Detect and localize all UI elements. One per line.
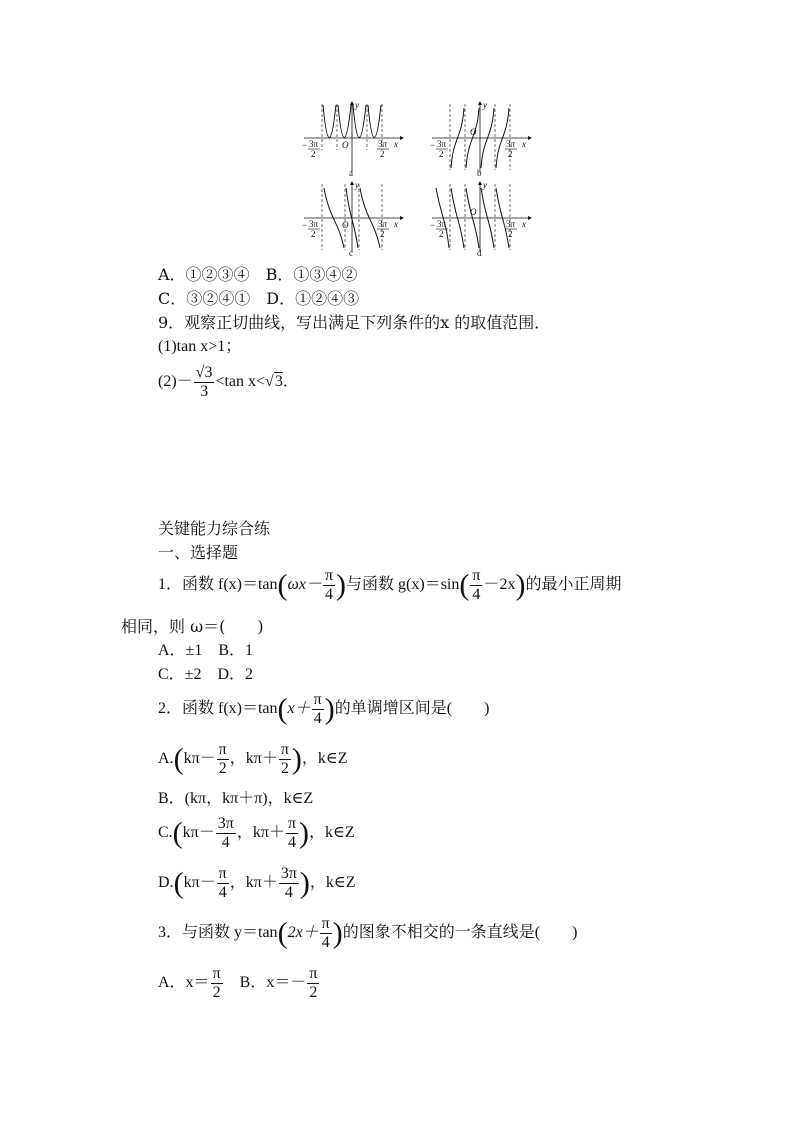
q8-option-c[interactable]: C．③②④①: [158, 289, 251, 308]
tick-left-den: 2: [311, 149, 316, 159]
svg-text:−: −: [430, 140, 436, 150]
q2-option-b[interactable]: B．(kπ，kπ＋π)，k∈Z: [158, 790, 314, 807]
q8-options-row1: [158, 264, 357, 286]
q3-option-b[interactable]: B．x＝－ $\frac{\pi}{2}$: [223, 965, 318, 1001]
tick-right-den: 2: [380, 229, 385, 239]
origin-label: O: [342, 140, 349, 150]
tick-right-num: 3π: [506, 139, 516, 149]
origin-label: O: [342, 220, 349, 230]
section-title: 关键能力综合练: [158, 519, 271, 538]
tick-left-den: 2: [439, 229, 444, 239]
q8-option-b[interactable]: B．①③④②: [265, 265, 358, 284]
graph-label: c: [349, 248, 353, 258]
y-axis-label: y: [355, 180, 359, 190]
tick-right-den: 2: [508, 229, 513, 239]
x-axis-label: x: [522, 139, 526, 149]
origin-label: O: [470, 207, 477, 217]
tick-left-den: 2: [439, 149, 444, 159]
graph-b: [428, 100, 534, 184]
tick-left-den: 2: [311, 229, 316, 239]
section-subtitle: 一、选择题: [158, 543, 239, 562]
tick-left-num: 3π: [309, 139, 319, 149]
svg-text:−: −: [302, 220, 308, 230]
q2-stem: 2．函数 f(x)＝tan(x＋ $\frac{\pi}{4}$ )的单调增区间是( ): [158, 691, 490, 727]
graph-a: [300, 100, 406, 184]
tick-left-num: 3π: [309, 219, 319, 229]
q3-stem: 3．与函数 y＝tan(2x＋ $\frac{\pi}{4}$ )的图象不相交的一条直线是( ): [158, 915, 578, 951]
q9-part2: (2)－ $\frac{√3}{3}$ <tan x<√3．: [158, 364, 299, 400]
graph-d-plot: [428, 180, 534, 264]
graph-label: a: [349, 168, 353, 178]
q2-option-a[interactable]: A.(kπ－ $\frac{\pi}{2}$ ，kπ＋ $\frac{\pi}{2}$ )，k∈Z: [158, 741, 348, 777]
q1-options-cd[interactable]: C．±2 D．2: [158, 666, 254, 683]
q2-option-c[interactable]: C.(kπ－ $\frac{3\pi}{4}$ ，kπ＋ $\frac{\pi}{4}$ )，k∈Z: [158, 815, 355, 851]
q9-stem: 9．观察正切曲线，写出满足下列条件的x 的取值范围．: [158, 313, 551, 332]
graph-c-plot: [300, 180, 406, 264]
q3-option-a[interactable]: A．x＝ $\frac{\pi}{2}$: [158, 965, 221, 1001]
y-axis-label: y: [355, 100, 359, 110]
q1-options-ab[interactable]: A．±1 B．1: [158, 642, 254, 659]
origin-label: O: [470, 127, 477, 137]
tick-left-num: 3π: [437, 139, 447, 149]
svg-text:−: −: [430, 220, 436, 230]
q8-options-row2: [158, 288, 359, 310]
tick-right-den: 2: [508, 149, 513, 159]
x-axis-label: x: [394, 219, 398, 229]
q2-option-d[interactable]: D.(kπ－ $\frac{\pi}{4}$ ，kπ＋ $\frac{3\pi}{4}$ )，k∈Z: [158, 865, 356, 901]
y-axis-label: y: [483, 180, 487, 190]
tick-right-den: 2: [380, 149, 385, 159]
graph-b-plot: [428, 100, 534, 184]
q8-option-a[interactable]: A．①②③④: [158, 265, 250, 284]
graph-a-plot: [300, 100, 406, 184]
y-axis-label: y: [483, 100, 487, 110]
q1-stem: 1．函数 f(x)＝tan(ωx－ $\frac{\pi}{4}$ )与函数 g(x)＝sin( $\frac{\pi}{4}$ －2x)的最小正周期: [158, 567, 622, 603]
q8-option-d[interactable]: D．①②④③: [266, 289, 360, 308]
x-axis-label: x: [394, 139, 398, 149]
graph-label: b: [477, 168, 482, 178]
graph-label: d: [477, 248, 482, 258]
q1-line2: 相同，则 ω＝( ): [121, 617, 264, 636]
tick-right-num: 3π: [506, 219, 516, 229]
tick-right-num: 3π: [378, 219, 388, 229]
q9-part1: (1)tan x>1；: [158, 338, 242, 355]
graph-c: [300, 180, 406, 264]
tick-left-num: 3π: [437, 219, 447, 229]
tick-left: −: [302, 140, 308, 150]
graph-d: [428, 180, 534, 264]
tick-right-num: 3π: [378, 139, 388, 149]
x-axis-label: x: [522, 219, 526, 229]
q3-options: [158, 960, 320, 1006]
